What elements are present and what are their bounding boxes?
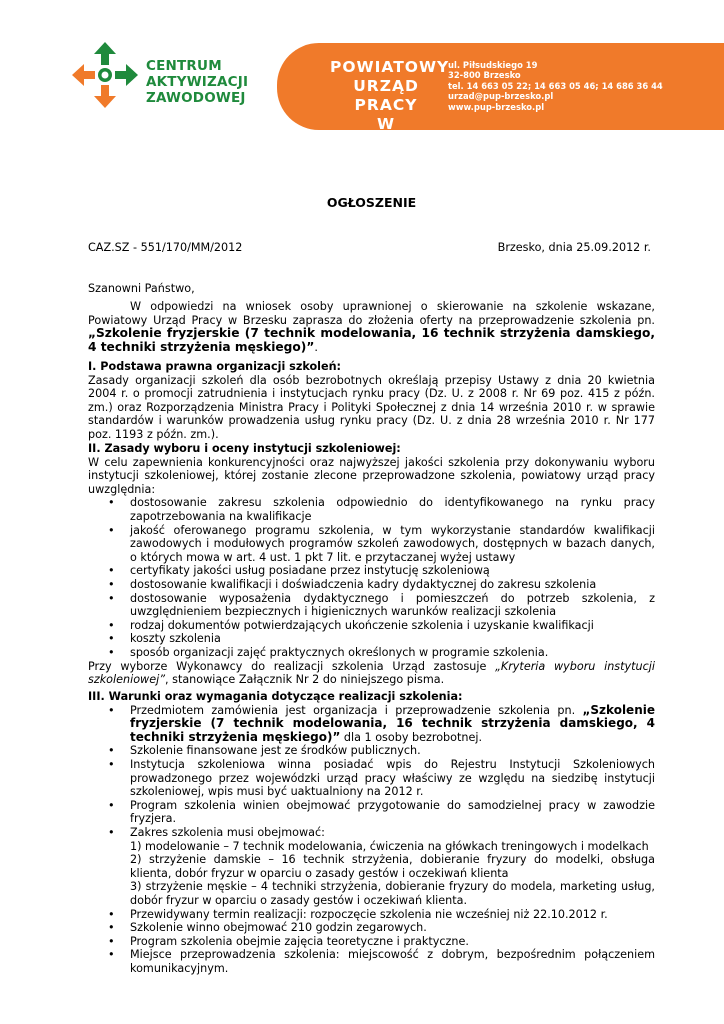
- list-item: • Przewidywany termin realizacji: rozpoczęcie szkolenia nie wcześniej niż 22.10.2012 r.: [88, 908, 655, 922]
- list-item: • dostosowanie zakresu szkolenia odpowiednio do identyfikowanego na rynku pracy zapotrzebowania na kwalifikacje: [88, 496, 655, 523]
- s3-scope-line: 3) strzyżenie męskie – 4 techniki strzyżenia, dobieranie fryzury do modela, marketing usług, dobór fryzur w oparciu o zasady gestów i oczekiwań klienta.: [130, 880, 655, 907]
- section-2-list: [88, 496, 655, 659]
- pup-name-line2: URZĄD PRACY: [353, 77, 419, 114]
- pup-name-line1: POWIATOWY: [330, 58, 450, 76]
- s3-item1-text: Przedmiotem zamówienia jest organizacja i przeprowadzenie szkolenia pn.: [130, 703, 583, 717]
- pup-website: www.pup-brzesko.pl: [448, 101, 545, 112]
- list-item: • Miejsce przeprowadzenia szkolenia: miejscowość z dobrym, bezpośrednim połączeniem komunikacyjnym.: [88, 948, 655, 975]
- s3-scope-line: 2) strzyżenie damskie – 16 technik strzyżenia, dobieranie fryzury do modelki, obsługa klienta, dobór fryzur w oparciu o zasady gestów i oczekiwań klienta: [130, 853, 655, 880]
- list-item: • Szkolenie finansowane jest ze środków publicznych.: [88, 744, 655, 758]
- section-1: [88, 360, 655, 442]
- section-2-outro: [88, 660, 655, 687]
- document-date: Brzesko, dnia 25.09.2012 r.: [497, 241, 651, 254]
- list-item: • Szkolenie winno obejmować 210 godzin zegarowych.: [88, 921, 655, 935]
- caz-arrows-logo: [70, 40, 140, 110]
- intro-text: W odpowiedzi na wniosek osoby uprawnionej o skierowanie na szkolenie wskazane, Powiatowy Urząd Pracy w Brzesku zaprasza do złożenia oferty na przeprowadzenie szkolenia pn.: [88, 300, 655, 327]
- pup-address: ul. Piłsudskiego 19: [448, 60, 538, 70]
- list-item: • rodzaj dokumentów potwierdzających ukończenie szkolenia i uzyskanie kwalifikacji: [88, 619, 655, 633]
- criteria-title: „Kryteria wyboru instytucji szkoleniowej”: [88, 659, 655, 687]
- s3-item1-training-name: „Szkolenie fryzjerskie (7 technik modelowania, 16 technik strzyżenia damskiego, 4 techniki strzyżenia męskiego)”: [130, 702, 655, 744]
- list-item: • Instytucja szkoleniowa winna posiadać wpis do Rejestru Instytucji Szkoleniowych prowadzonego przez wojewódzki urząd pracy właściwy ze względu na siedzibę instytucji szkoleniowej, wpis musi być uaktualniony na 2012 r.: [88, 758, 655, 799]
- intro-training-name: „Szkolenie fryzjerskie (7 technik modelowania, 16 technik strzyżenia damskiego, 4 techniki strzyżenia męskiego)”: [88, 326, 655, 354]
- list-item: • sposób organizacji zajęć praktycznych określonych w programie szkolenia.: [88, 646, 655, 660]
- pup-contact: [448, 60, 663, 112]
- caz-name: [146, 58, 248, 106]
- section-2-intro: W celu zapewnienia konkurencyjności oraz najwyższej jakości szkolenia przy dokonywaniu wyboru instytucji szkoleniowej, której zostanie zlecone przeprowadzone szkolenia, powiatowy urząd pracy uwzględnia:: [88, 455, 655, 496]
- s3-scope-title: • Zakres szkolenia musi obejmować:: [130, 825, 325, 839]
- s3-scope-line: 1) modelowanie – 7 technik modelowania, ćwiczenia na główkach treningowych i modelkach: [130, 839, 649, 853]
- section-3: [88, 690, 655, 975]
- reference-number: CAZ.SZ - 551/170/MM/2012: [88, 241, 243, 254]
- pup-name-line3: W BRZESKU: [341, 115, 431, 152]
- greeting: Szanowni Państwo,: [88, 282, 195, 295]
- pup-postcode: 32-800 Brzesko: [448, 70, 521, 81]
- document-title: OGŁOSZENIE: [326, 195, 417, 210]
- list-item: • Program szkolenia obejmie zajęcia teoretyczne i praktyczne.: [88, 935, 655, 949]
- section-3-heading: III. Warunki oraz wymagania dotyczące realizacji szkolenia:: [88, 690, 463, 703]
- list-item: [88, 704, 655, 745]
- pup-phone: tel. 14 663 05 22; 14 663 05 46; 14 686 36 44: [448, 80, 663, 91]
- intro-paragraph: [88, 300, 655, 354]
- pup-name: [330, 58, 450, 153]
- s3-item1-end: dla 1 osoby bezrobotnej.: [340, 730, 483, 744]
- caz-name-line3: ZAWODOWEJ: [146, 90, 246, 106]
- section-2-heading: II. Zasady wyboru i oceny instytucji szkoleniowej:: [88, 442, 401, 455]
- list-item: • dostosowanie kwalifikacji i doświadczenia kadry dydaktycznej do zakresu szkolenia: [88, 578, 655, 592]
- caz-name-line1: CENTRUM: [146, 58, 222, 74]
- section-1-heading: I. Podstawa prawna organizacji szkoleń:: [88, 360, 342, 373]
- section-2-outro-b: , stanowiące Załącznik Nr 2 do niniejszego pisma.: [165, 673, 445, 687]
- caz-name-line2: AKTYWIZACJI: [146, 74, 249, 90]
- section-2-outro-a: Przy wyborze Wykonawcy do realizacji szkolenia Urząd zastosuje: [88, 659, 496, 673]
- section-3-list: [88, 704, 655, 976]
- list-item: • certyfikaty jakości usług posiadane przez instytucję szkoleniową: [88, 564, 655, 578]
- list-item: • jakość oferowanego programu szkolenia, w tym wykorzystanie standardów kwalifikacji zawodowych i modułowych programów szkoleń zawodowych, dostępnych w bazach danych, o których mowa w art. 4 ust. 1 pkt 7 lit. e przytaczanej wyżej ustawy: [88, 524, 655, 565]
- list-item: • Program szkolenia winien obejmować przygotowanie do samodzielnej pracy w zawodzie fryzjera.: [88, 799, 655, 826]
- list-item: • dostosowanie wyposażenia dydaktycznego i pomieszczeń do potrzeb szkolenia, z uwzględnieniem bezpiecznych i higienicznych warunków realizacji szkolenia: [88, 592, 655, 619]
- pup-email: urzad@pup-brzesko.pl: [448, 91, 554, 102]
- list-item: • koszty szkolenia: [88, 632, 655, 646]
- intro-end: .: [314, 340, 318, 354]
- list-item: [88, 826, 655, 908]
- section-1-text: Zasady organizacji szkoleń dla osób bezrobotnych określają przepisy Ustawy z dnia 20 kwietnia 2004 r. o promocji zatrudnienia i instytucjach rynku pracy (Dz. U. z 2008 r. Nr 69 poz. 415 z późn. zm.) oraz Rozporządzenia Ministra Pracy i Polityki Społecznej z dnia 14 września 2010 r. w sprawie standardów i warunków prowadzenia usług rynku pracy (Dz. U. z dnia 28 września 2010 r. Nr 177 poz. 1193 z późn. zm.).: [88, 373, 655, 441]
- section-2: [88, 442, 655, 687]
